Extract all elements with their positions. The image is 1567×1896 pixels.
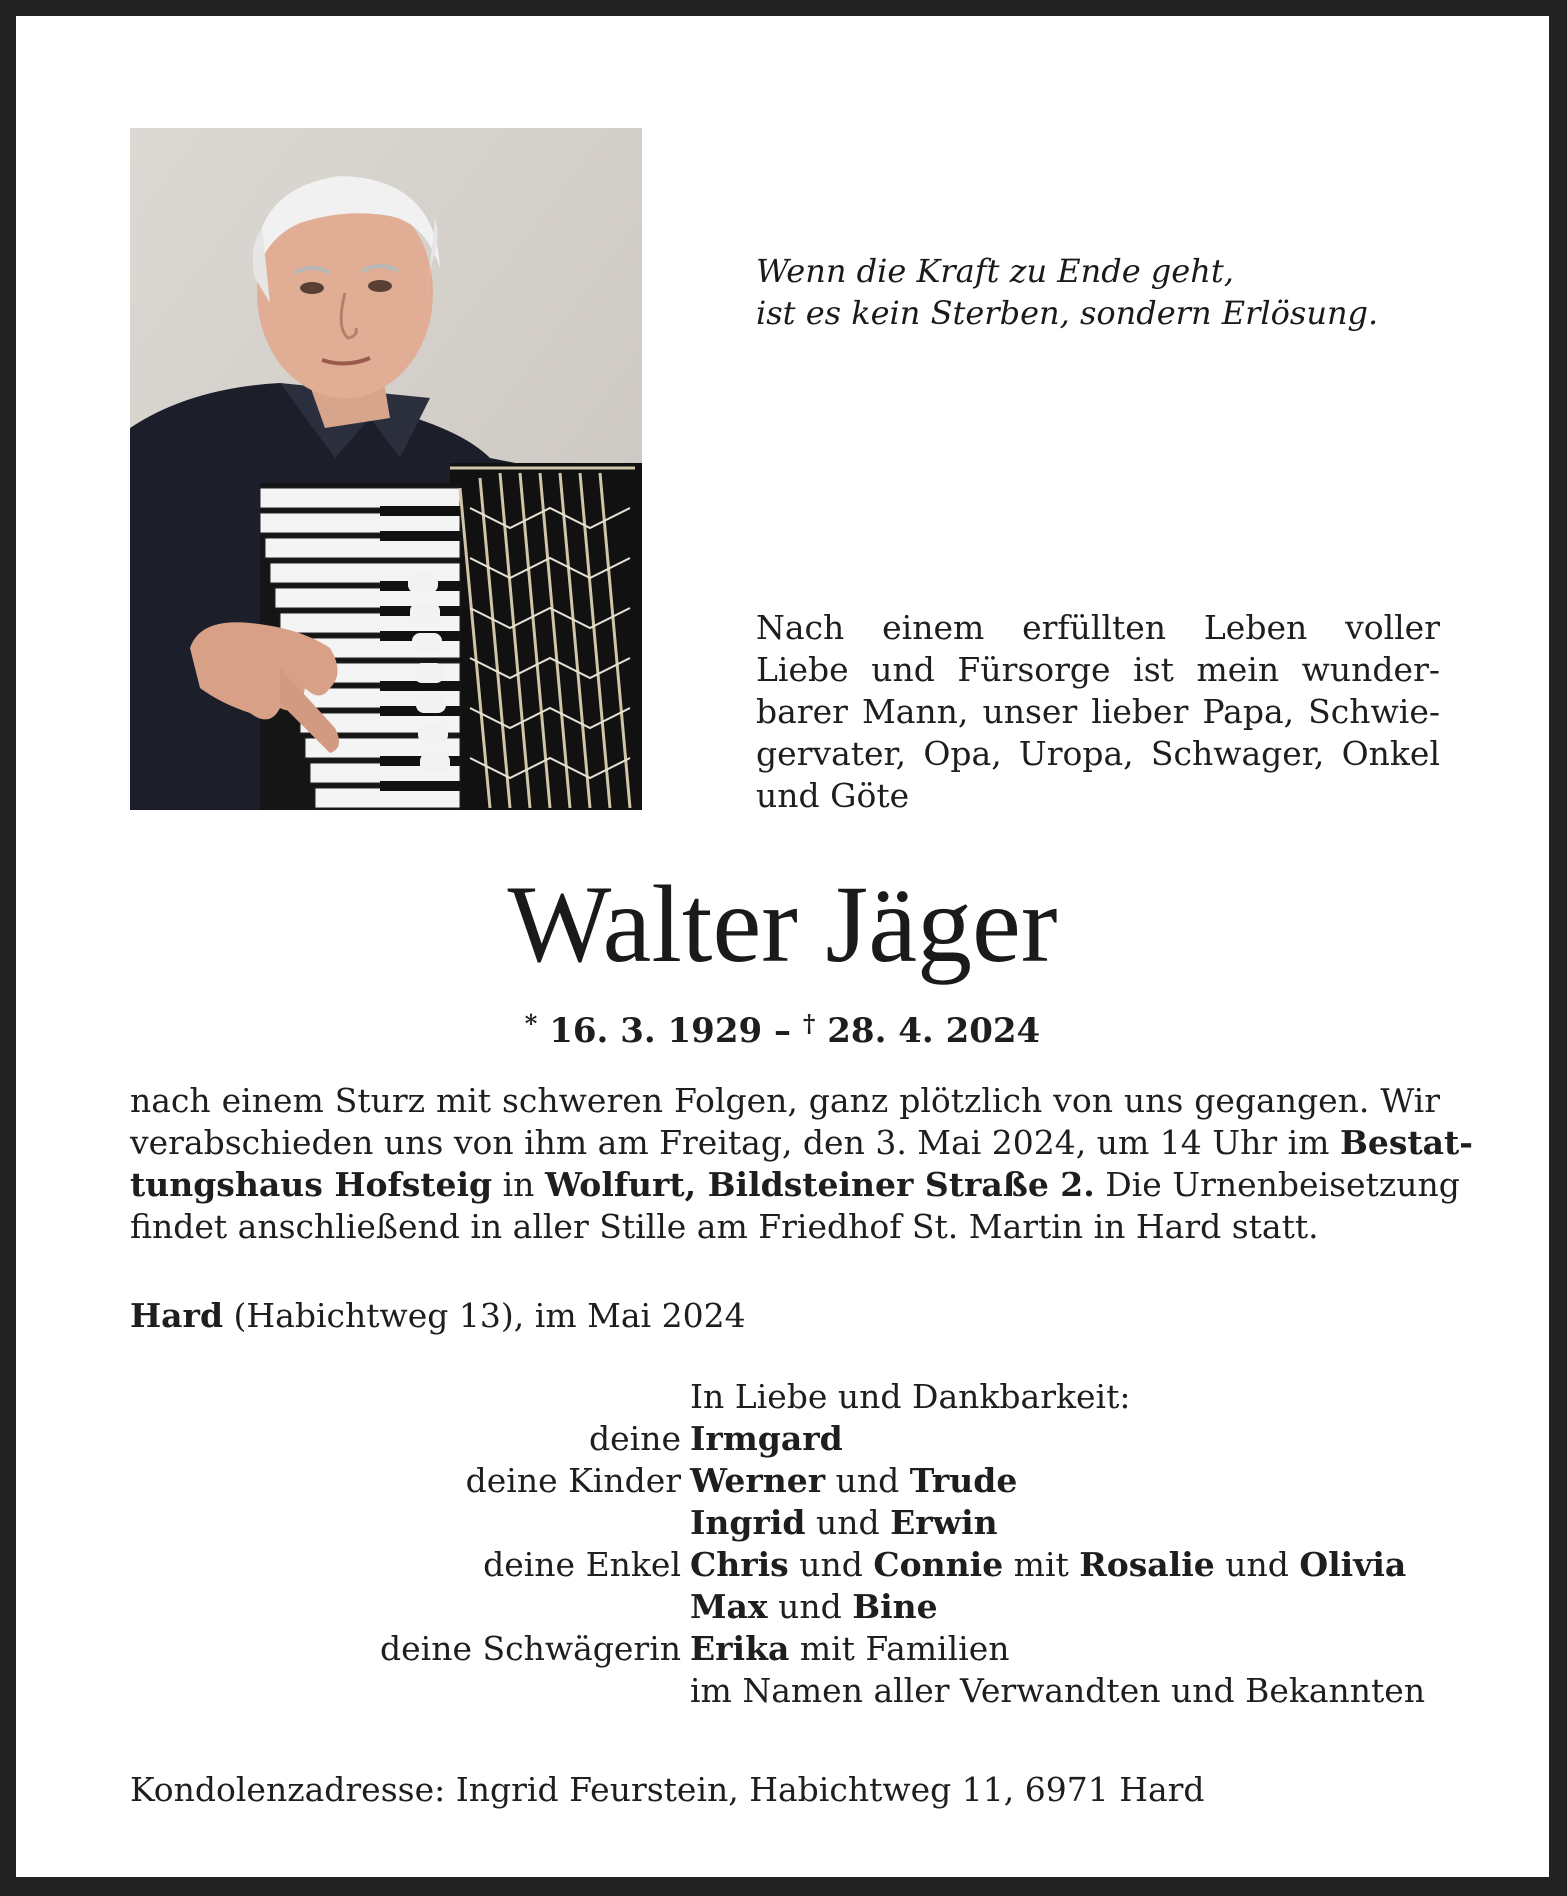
funeral-home-name-part: Bestat- xyxy=(1339,1123,1473,1162)
intro-line-5: und Göte xyxy=(756,776,910,815)
portrait-photo xyxy=(130,128,642,810)
deceased-name: Walter Jäger xyxy=(507,863,1058,985)
message-line-2 xyxy=(130,1122,1473,1164)
mourner-row-relatives xyxy=(16,1670,1549,1712)
mourner-name: Rosalie xyxy=(1079,1545,1215,1584)
funeral-message xyxy=(130,1080,1473,1248)
message-line-3 xyxy=(130,1164,1460,1206)
relation-label: deine Enkel xyxy=(483,1545,681,1584)
conjunction: und xyxy=(1214,1545,1300,1584)
mourner-suffix: mit Familien xyxy=(789,1629,1010,1668)
relation-label: deine Schwägerin xyxy=(380,1629,681,1668)
conjunction: mit xyxy=(1003,1545,1080,1584)
intro-line-3: barer Mann, unser lieber Papa, Schwie- xyxy=(756,692,1440,731)
mourner-names xyxy=(690,1628,1009,1670)
mourner-row-children xyxy=(16,1460,1549,1502)
birth-date: 16. 3. 1929 xyxy=(549,1011,763,1051)
mourner-row-grandchildren xyxy=(16,1544,1549,1586)
conjunction: und xyxy=(788,1545,874,1584)
condolence-address: Kondolenzadresse: Ingrid Feurstein, Habichtweg 11, 6971 Hard xyxy=(130,1770,1205,1809)
motto-quote xyxy=(756,250,1476,334)
funeral-home-name: tungshaus Hofsteig xyxy=(130,1165,493,1204)
signoff-heading-row xyxy=(16,1376,1549,1418)
mourner-names xyxy=(690,1586,938,1628)
mourner-name: Trude xyxy=(909,1461,1018,1500)
place-town: Hard xyxy=(130,1296,224,1335)
conjunction: und xyxy=(805,1503,891,1542)
conjunction: und xyxy=(767,1587,853,1626)
intro-line-2: Liebe und Fürsorge ist mein wunder- xyxy=(756,650,1440,689)
conjunction: und xyxy=(825,1461,910,1500)
mourner-names xyxy=(690,1418,843,1460)
mourner-name: Ingrid xyxy=(690,1503,806,1542)
mourner-name: Irmgard xyxy=(690,1419,843,1458)
signoff-heading: In Liebe und Dankbarkeit: xyxy=(690,1377,1131,1416)
mourner-name: Werner xyxy=(690,1461,826,1500)
place-details: (Habichtweg 13), im Mai 2024 xyxy=(223,1296,746,1335)
relation-label: deine Kinder xyxy=(465,1461,681,1500)
message-text: Die Urnenbeisetzung xyxy=(1094,1165,1460,1204)
message-line-4: findet anschließend in aller Stille am Friedhof St. Martin in Hard statt. xyxy=(130,1207,1319,1246)
mourner-name: Erwin xyxy=(890,1503,998,1542)
death-date: 28. 4. 2024 xyxy=(827,1011,1041,1051)
funeral-address: Wolfurt, Bildsteiner Straße 2. xyxy=(544,1165,1095,1204)
place-and-date xyxy=(130,1295,746,1337)
mourner-name: Erika xyxy=(690,1629,790,1668)
intro-line-1: Nach einem erfüllten Leben voller xyxy=(756,608,1440,647)
mourners-list xyxy=(16,1376,1549,1712)
date-separator: – xyxy=(762,1011,803,1051)
intro-line-4: gervater, Opa, Uropa, Schwager, Onkel xyxy=(756,734,1440,773)
motto-line-1: Wenn die Kraft zu Ende geht, xyxy=(756,252,1234,290)
mourner-row-children-2 xyxy=(16,1502,1549,1544)
mourner-names xyxy=(690,1544,1406,1586)
mourner-row-wife xyxy=(16,1418,1549,1460)
life-dates xyxy=(16,1002,1549,1053)
mourner-name: Chris xyxy=(690,1545,789,1584)
mourner-name: Max xyxy=(690,1587,768,1626)
death-symbol: † xyxy=(802,1009,816,1038)
mourner-name: Bine xyxy=(852,1587,938,1626)
portrait-illustration xyxy=(130,128,642,810)
relation-label: deine xyxy=(589,1419,681,1458)
birth-symbol: * xyxy=(524,1009,538,1038)
mourner-row-grandchildren-2 xyxy=(16,1586,1549,1628)
mourner-name: Connie xyxy=(873,1545,1004,1584)
motto-line-2: ist es kein Sterben, sondern Erlösung. xyxy=(756,294,1379,332)
mourner-name: Olivia xyxy=(1299,1545,1407,1584)
message-text: in xyxy=(492,1165,545,1204)
message-line-1: nach einem Sturz mit schweren Folgen, ganz plötzlich von uns gegangen. Wir xyxy=(130,1081,1440,1120)
message-text: verabschieden uns von ihm am Freitag, den 3. Mai 2024, um 14 Uhr im xyxy=(130,1123,1340,1162)
mourner-names xyxy=(690,1460,1017,1502)
relatives-note: im Namen aller Verwandten und Bekannten xyxy=(690,1671,1426,1710)
mourner-names xyxy=(690,1502,998,1544)
mourner-row-sister-in-law xyxy=(16,1628,1549,1670)
obituary-sheet xyxy=(16,16,1549,1877)
intro-paragraph xyxy=(756,607,1440,817)
